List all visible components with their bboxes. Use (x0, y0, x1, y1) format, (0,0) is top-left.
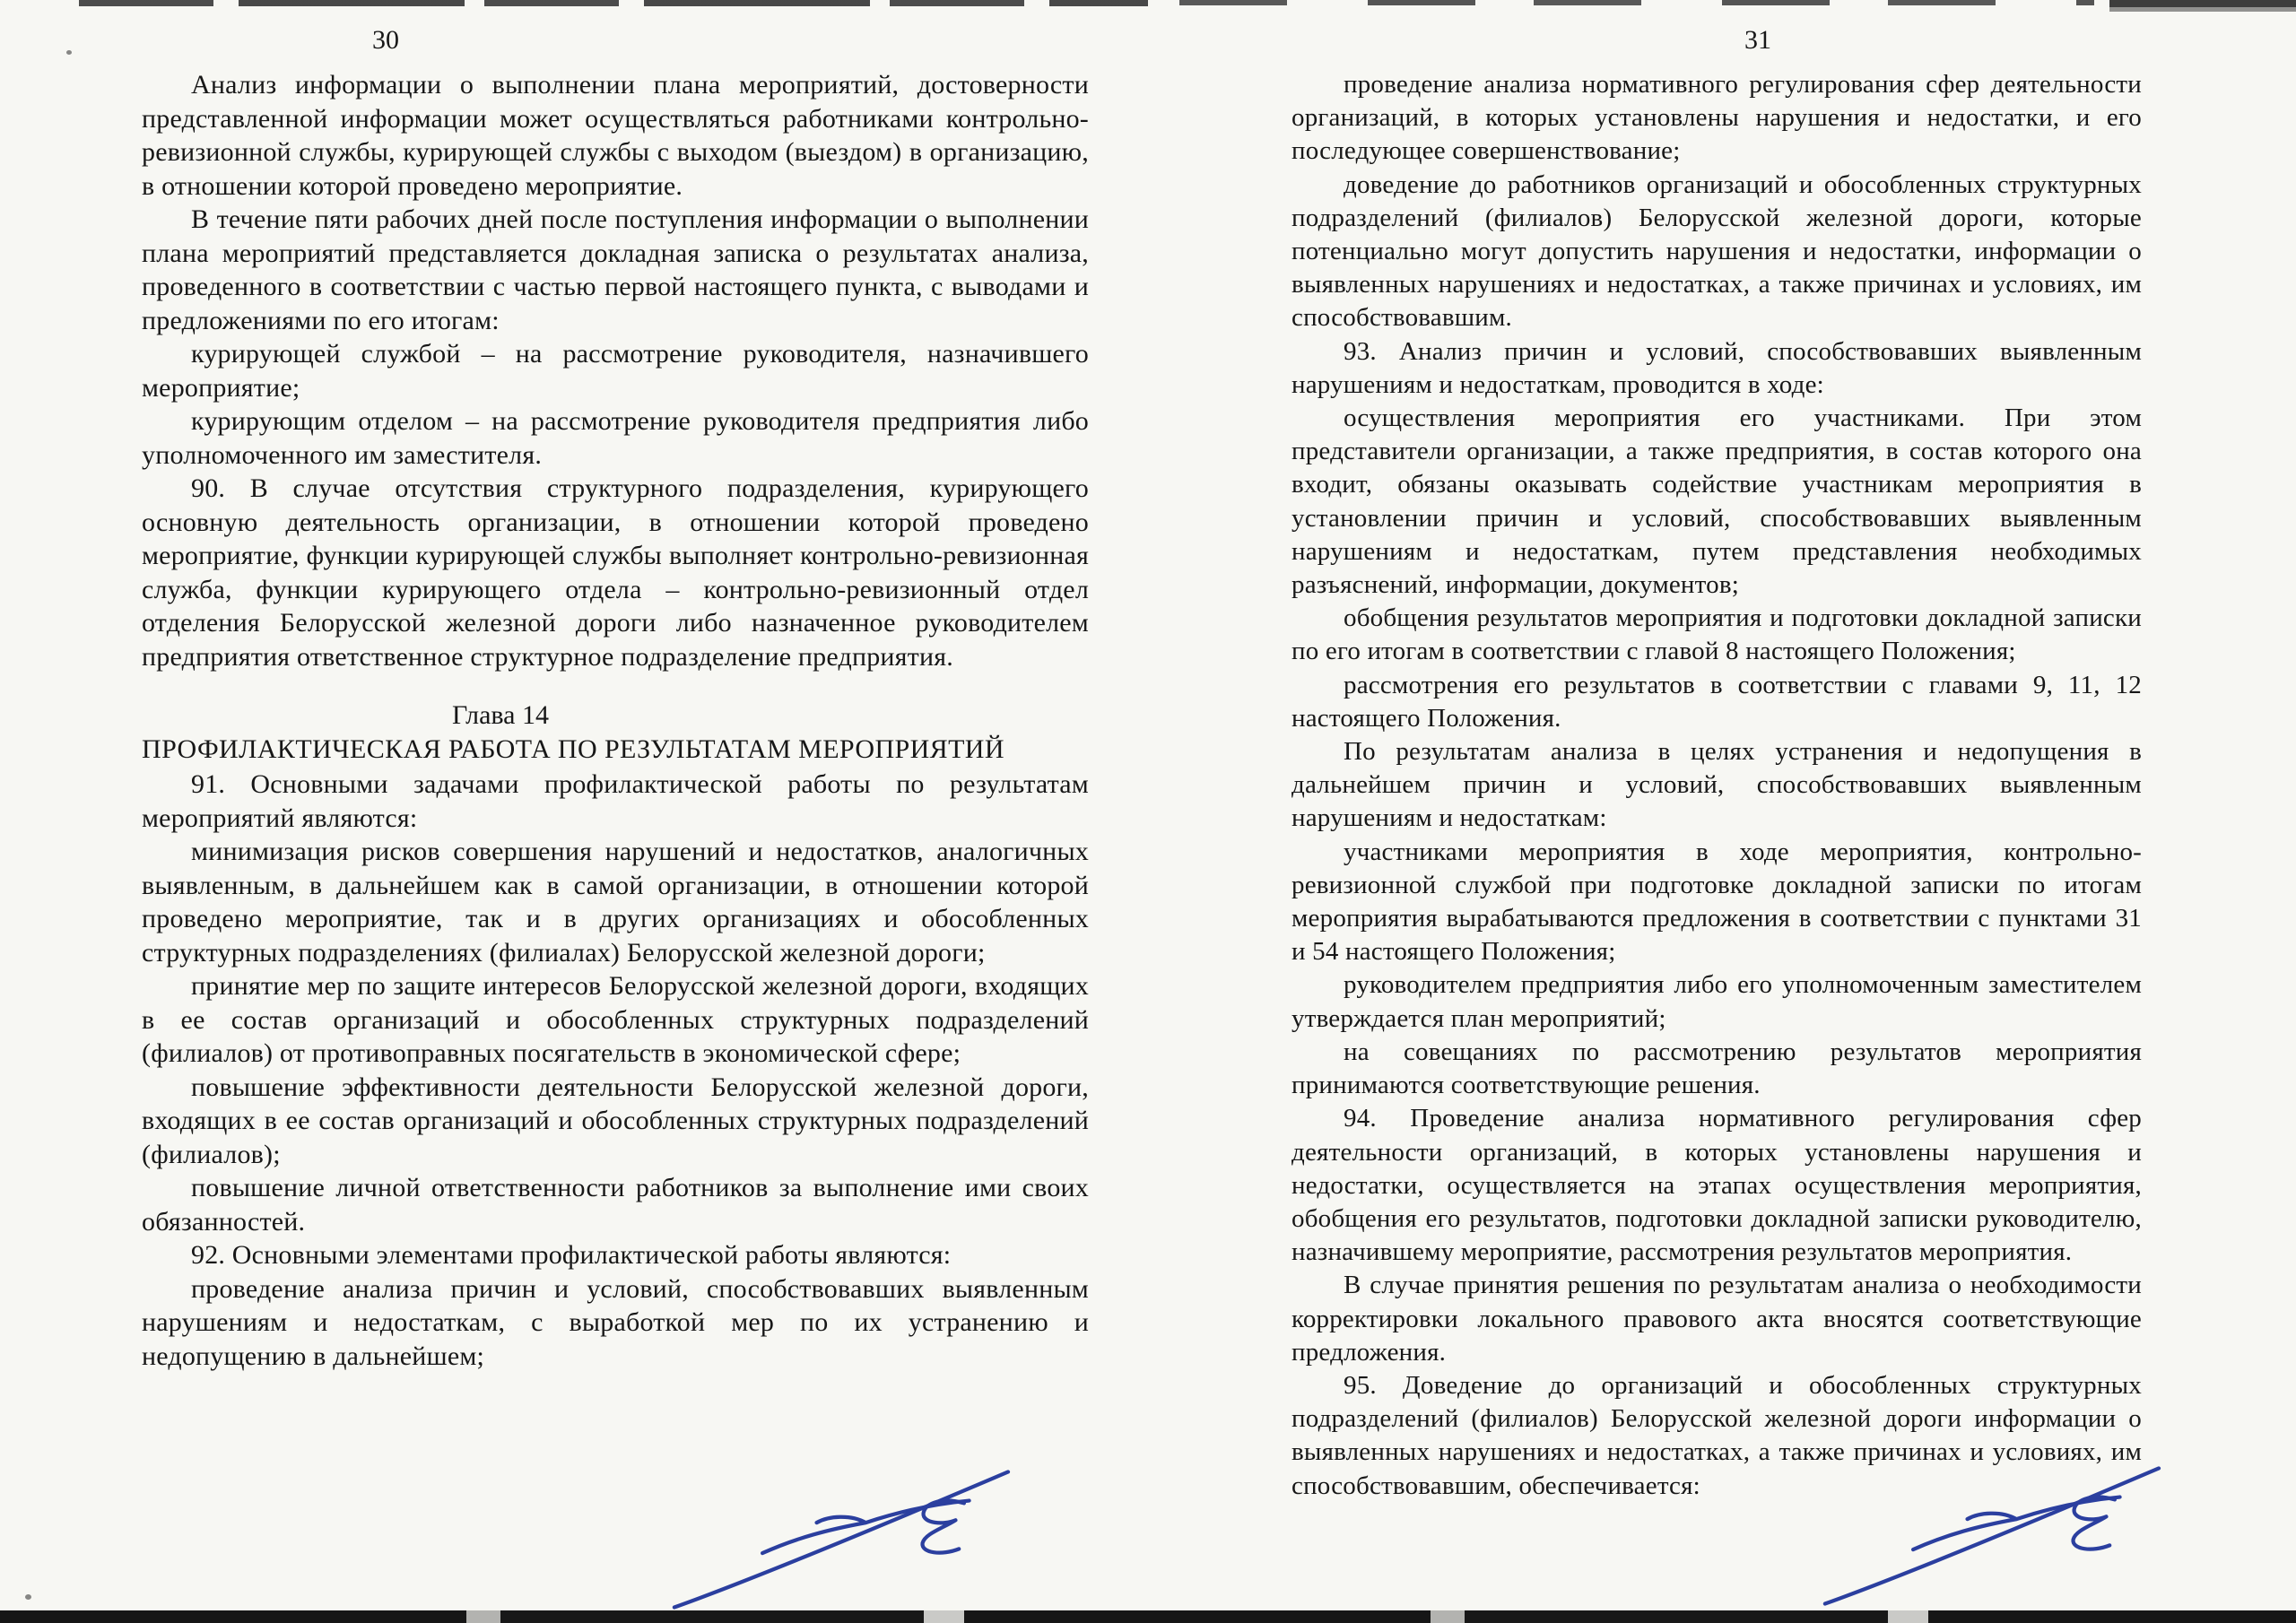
paragraph: обобщения результатов мероприятия и подготовки докладной записки по его итогам в соответствии с главой 8 настоящего Положения; (1292, 603, 2142, 666)
paragraph: на совещаниях по рассмотрению результатов мероприятия принимаются соответствующие решения. (1292, 1037, 2142, 1100)
page-31-text (1292, 68, 2142, 1503)
paragraph: 92. Основными элементами профилактической работы являются: (191, 1240, 952, 1270)
paragraph: В случае принятия решения по результатам анализа о необходимости корректировки локального правового акта вносятся соответствующие предложения. (1292, 1271, 2142, 1367)
paragraph: проведение анализа нормативного регулирования сфер деятельности организаций, в которых установлены нарушения и недостатки, и его последующее совершенствование; (1292, 70, 2142, 166)
paragraph: 90. В случае отсутствия структурного подразделения, курирующего основную деятельность организации, в отношении которой проведено мероприятие, функции курирующей службы выполняет контрольно-ревизионная служба, функции курирующего отдела – контрольно-ревизионный отдел отделения Белорусской железной дороги либо назначенное руководителем предприятия ответственное структурное подразделение предприятия. (142, 473, 1089, 672)
paragraph: проведение анализа причин и условий, способствовавших выявленным нарушениям и недостаткам, с выработкой мер по их устранению и недопущению в дальнейшем; (142, 1273, 1089, 1371)
paragraph: По результатам анализа в целях устранения и недопущения в дальнейшем причин и условий, способствовавших выявленным нарушениям и недостаткам: (1292, 737, 2142, 833)
paragraph: повышение эффективности деятельности Белорусской железной дороги, входящих в ее состав организаций и обособленных структурных подразделений (филиалов); (142, 1072, 1089, 1169)
paragraph: курирующим отделом – на рассмотрение руководителя предприятия либо уполномоченного им заместителя. (142, 406, 1089, 470)
paragraph: курирующей службой – на рассмотрение руководителя, назначившего мероприятие; (142, 339, 1089, 403)
chapter-title: ПРОФИЛАКТИЧЕСКАЯ РАБОТА ПО РЕЗУЛЬТАТАМ МЕРОПРИЯТИЙ (142, 733, 1004, 764)
paragraph: В течение пяти рабочих дней после поступления информации о выполнении плана мероприятий представляется докладная записка о результатах анализа, проведенного в соответствии с частью первой настоящего пункта, с выводами и предложениями по его итогам: (142, 204, 1089, 335)
chapter-label: Глава 14 (452, 700, 549, 730)
paragraph: доведение до работников организаций и обособленных структурных подразделений (филиалов) Белорусской железной дороги, которые потенциально могут допустить нарушения и недостатки, информации о выявленных нарушениях и недостатках, а также причинах и условиях, им способствовавшим. (1292, 169, 2142, 333)
page-30-text (142, 68, 1089, 1373)
paragraph: руководителем предприятия либо его уполномоченным заместителем утверждается план мероприятий; (1292, 970, 2142, 1033)
page-number: 30 (372, 25, 399, 55)
page-number: 31 (1744, 25, 1771, 55)
paragraph: повышение личной ответственности работников за выполнение ими своих обязанностей. (142, 1173, 1089, 1237)
paragraph: 93. Анализ причин и условий, способствовавших выявленным нарушениям и недостаткам, проводится в ходе: (1292, 336, 2142, 399)
signature-icon (1807, 1460, 2175, 1612)
paragraph: рассмотрения его результатов в соответствии с главами 9, 11, 12 настоящего Положения. (1292, 670, 2142, 733)
paragraph: 95. Доведение до организаций и обособленных структурных подразделений (филиалов) Белорусской железной дороги информации о выявленных нарушениях и недостатках, а также причинах и условиях, им способствовавшим, обеспечивается: (1292, 1370, 2142, 1500)
signature-icon (657, 1463, 1024, 1616)
paragraph: 94. Проведение анализа нормативного регулирования сфер деятельности организаций, в которых установлены нарушения и недостатки, осуществляется на этапах осуществления мероприятия, обобщения его результатов, подготовки докладной записки руководителю, назначившему мероприятие, рассмотрения результатов мероприятия. (1292, 1104, 2142, 1267)
page-31 (1148, 0, 2296, 1623)
paragraph: принятие мер по защите интересов Белорусской железной дороги, входящих в ее состав организаций и обособленных структурных подразделений (филиалов) от противоправных посягательств в экономической сфере; (142, 971, 1089, 1068)
scan-speck (25, 1594, 31, 1600)
paragraph: осуществления мероприятия его участниками. При этом представители организации, а также предприятия, в состав которого она входит, обязаны оказывать содействие участникам мероприятия в установлении причин и условий, способствовавших выявленным нарушениям и недостаткам, путем представления необходимых разъяснений, информации, документов; (1292, 404, 2142, 600)
paragraph: 91. Основными задачами профилактической работы по результатам мероприятий являются: (142, 769, 1089, 833)
paragraph: минимизация рисков совершения нарушений и недостатков, аналогичных выявленным, в дальнейшем как в самой организации, в отношении которой проведено мероприятие, так и в других организациях и обособленных структурных подразделениях (филиалах) Белорусской железной дороги; (142, 837, 1089, 968)
scan-speck (66, 50, 72, 55)
paragraph: Анализ информации о выполнении плана мероприятий, достоверности представленной информации может осуществляться работниками контрольно-ревизионной службы, курирующей службы с выходом (выездом) в организацию, в отношении которой проведено мероприятие. (142, 70, 1089, 201)
chapter-14-heading-block (142, 699, 1089, 766)
paragraph: участниками мероприятия в ходе мероприятия, контрольно-ревизионной службой при подготовке докладной записки по итогам мероприятия вырабатываются предложения в соответствии с пунктами 31 и 54 настоящего Положения; (1292, 837, 2142, 967)
